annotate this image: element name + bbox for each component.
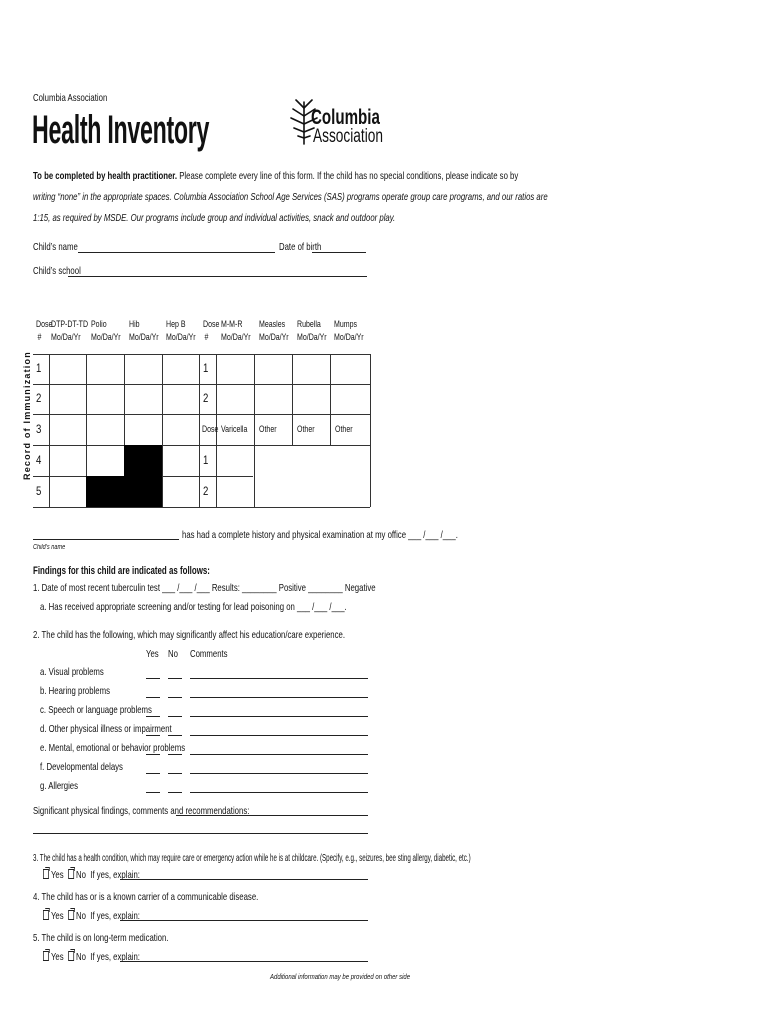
immunization-table xyxy=(33,354,370,508)
dose-num: 2 xyxy=(203,484,209,498)
q4-yes-checkbox[interactable] xyxy=(43,910,49,920)
col-no: No xyxy=(168,648,178,660)
row3-other: Other xyxy=(259,424,277,434)
dose-num: 1 xyxy=(203,453,209,467)
col-dose-right: Dose # xyxy=(203,319,220,342)
findings-item-yes-field[interactable] xyxy=(146,773,160,774)
findings-heading: Findings for this child are indicated as follows: xyxy=(33,565,210,577)
col-mmr: M-M-R Mo/Da/Yr xyxy=(221,319,251,342)
q4-explain-field[interactable] xyxy=(120,920,368,921)
findings-item-comments-field[interactable] xyxy=(190,735,368,736)
significant-field[interactable] xyxy=(176,815,368,816)
col-dose-left: Dose # xyxy=(36,319,53,342)
col-hepb: Hep B Mo/Da/Yr xyxy=(166,319,196,342)
q4-no-checkbox[interactable] xyxy=(68,910,74,920)
col-yes: Yes xyxy=(146,648,159,660)
findings-item-yes-field[interactable] xyxy=(146,735,160,736)
findings-item-no-field[interactable] xyxy=(168,735,182,736)
q3-text: 3. The child has a health condition, which may require care or emergency action while he is at childcare. (Specify, e.g., seizures, bee sting allergy, diabetic, etc.) xyxy=(33,853,471,864)
q5-options: Yes No If yes, explain: xyxy=(43,951,140,963)
col-mumps: Mumps Mo/Da/Yr xyxy=(334,319,364,342)
footer-note: Additional information may be provided on other side xyxy=(270,972,411,981)
col-dtp: DTP-DT-TD Mo/Da/Yr xyxy=(51,319,89,342)
q1-tuberculin: 1. Date of most recent tuberculin test ___ /___ /___ Results: ________ Positive ________ Negative xyxy=(33,582,376,594)
dose-num: 5 xyxy=(36,484,42,498)
dose-num: 1 xyxy=(203,361,209,375)
col-polio: Polio Mo/Da/Yr xyxy=(91,319,121,342)
row3-other: Other xyxy=(297,424,315,434)
child-name-field[interactable] xyxy=(78,252,275,253)
q5-no-checkbox[interactable] xyxy=(68,951,74,961)
col-measles: Measles Mo/Da/Yr xyxy=(259,319,289,342)
dob-label: Date of birth xyxy=(279,241,322,253)
child-school-field[interactable] xyxy=(68,276,367,277)
q2-intro: 2. The child has the following, which may significantly affect his education/care experience. xyxy=(33,629,345,641)
col-comments: Comments xyxy=(190,648,228,660)
immunization-header xyxy=(33,318,373,354)
page-title: Health Inventory xyxy=(32,108,210,152)
significant-label: Significant physical findings, comments and recommendations: xyxy=(33,805,250,817)
findings-item-comments-field[interactable] xyxy=(190,754,368,755)
findings-item-label: c. Speech or language problems xyxy=(40,704,152,716)
findings-item-label: e. Mental, emotional or behavior problems xyxy=(40,742,186,754)
findings-item-comments-field[interactable] xyxy=(190,678,368,679)
shaded-cell xyxy=(86,476,124,507)
q5-text: 5. The child is on long-term medication. xyxy=(33,932,169,944)
significant-field-2[interactable] xyxy=(33,833,368,834)
col-hib: Hib Mo/Da/Yr xyxy=(129,319,159,342)
q5-explain-field[interactable] xyxy=(120,961,368,962)
org-name: Columbia Association xyxy=(33,92,108,104)
q3-yes-checkbox[interactable] xyxy=(43,869,49,879)
child-school-label: Child’s school xyxy=(33,265,81,277)
columbia-logo: Columbia Association xyxy=(289,96,379,152)
q3-explain-field[interactable] xyxy=(120,879,368,880)
findings-item-label: f. Developmental delays xyxy=(40,761,123,773)
exam-caption: Child’s name xyxy=(33,544,66,551)
findings-item-yes-field[interactable] xyxy=(146,792,160,793)
exam-child-name-field[interactable] xyxy=(33,539,179,540)
q3-no-checkbox[interactable] xyxy=(68,869,74,879)
findings-item-label: g. Allergies xyxy=(40,780,79,792)
q4-options: Yes No If yes, explain: xyxy=(43,910,140,922)
findings-item-comments-field[interactable] xyxy=(190,716,368,717)
shaded-cell xyxy=(124,445,162,507)
findings-item-no-field[interactable] xyxy=(168,716,182,717)
child-name-label: Child’s name xyxy=(33,241,78,253)
row3-varicella: Varicella xyxy=(221,424,248,434)
row3-dose: Dose xyxy=(202,424,219,434)
findings-item-label: d. Other physical illness or impairment xyxy=(40,723,172,735)
q5-yes-checkbox[interactable] xyxy=(43,951,49,961)
dose-num: 4 xyxy=(36,453,42,467)
findings-item-yes-field[interactable] xyxy=(146,716,160,717)
findings-item-comments-field[interactable] xyxy=(190,697,368,698)
dob-field[interactable] xyxy=(312,252,366,253)
findings-item-no-field[interactable] xyxy=(168,773,182,774)
row3-other: Other xyxy=(335,424,353,434)
dose-num: 2 xyxy=(36,391,42,405)
findings-item-comments-field[interactable] xyxy=(190,792,368,793)
findings-item-yes-field[interactable] xyxy=(146,678,160,679)
findings-item-no-field[interactable] xyxy=(168,678,182,679)
q1a-lead: a. Has received appropriate screening and/or testing for lead poisoning on ___ /___ /___. xyxy=(40,601,347,613)
col-rubella: Rubella Mo/Da/Yr xyxy=(297,319,327,342)
exam-statement: has had a complete history and physical examination at my office ___ /___ /___. xyxy=(182,529,458,541)
findings-item-no-field[interactable] xyxy=(168,792,182,793)
intro-line-1: To be completed by health practitioner. Please complete every line of this form. If the child has no special conditions, please indicate so by xyxy=(33,170,519,182)
findings-item-no-field[interactable] xyxy=(168,754,182,755)
findings-item-comments-field[interactable] xyxy=(190,773,368,774)
findings-item-yes-field[interactable] xyxy=(146,697,160,698)
immunization-side-label: Record of Immunization xyxy=(22,351,32,480)
findings-item-label: a. Visual problems xyxy=(40,666,104,678)
intro-line-2: writing “none” in the appropriate spaces. Columbia Association School Age Services (SAS) programs operate group care programs, and our ratios are xyxy=(33,191,548,203)
findings-item-yes-field[interactable] xyxy=(146,754,160,755)
findings-item-no-field[interactable] xyxy=(168,697,182,698)
q3-options: Yes No If yes, explain: xyxy=(43,869,140,881)
intro-line-3: 1:15, as required by MSDE. Our programs include group and individual activities, snack and outdoor play. xyxy=(33,212,396,224)
q4-text: 4. The child has or is a known carrier of a communicable disease. xyxy=(33,891,259,903)
dose-num: 2 xyxy=(203,391,209,405)
dose-num: 1 xyxy=(36,361,42,375)
dose-num: 3 xyxy=(36,422,42,436)
findings-item-label: b. Hearing problems xyxy=(40,685,110,697)
